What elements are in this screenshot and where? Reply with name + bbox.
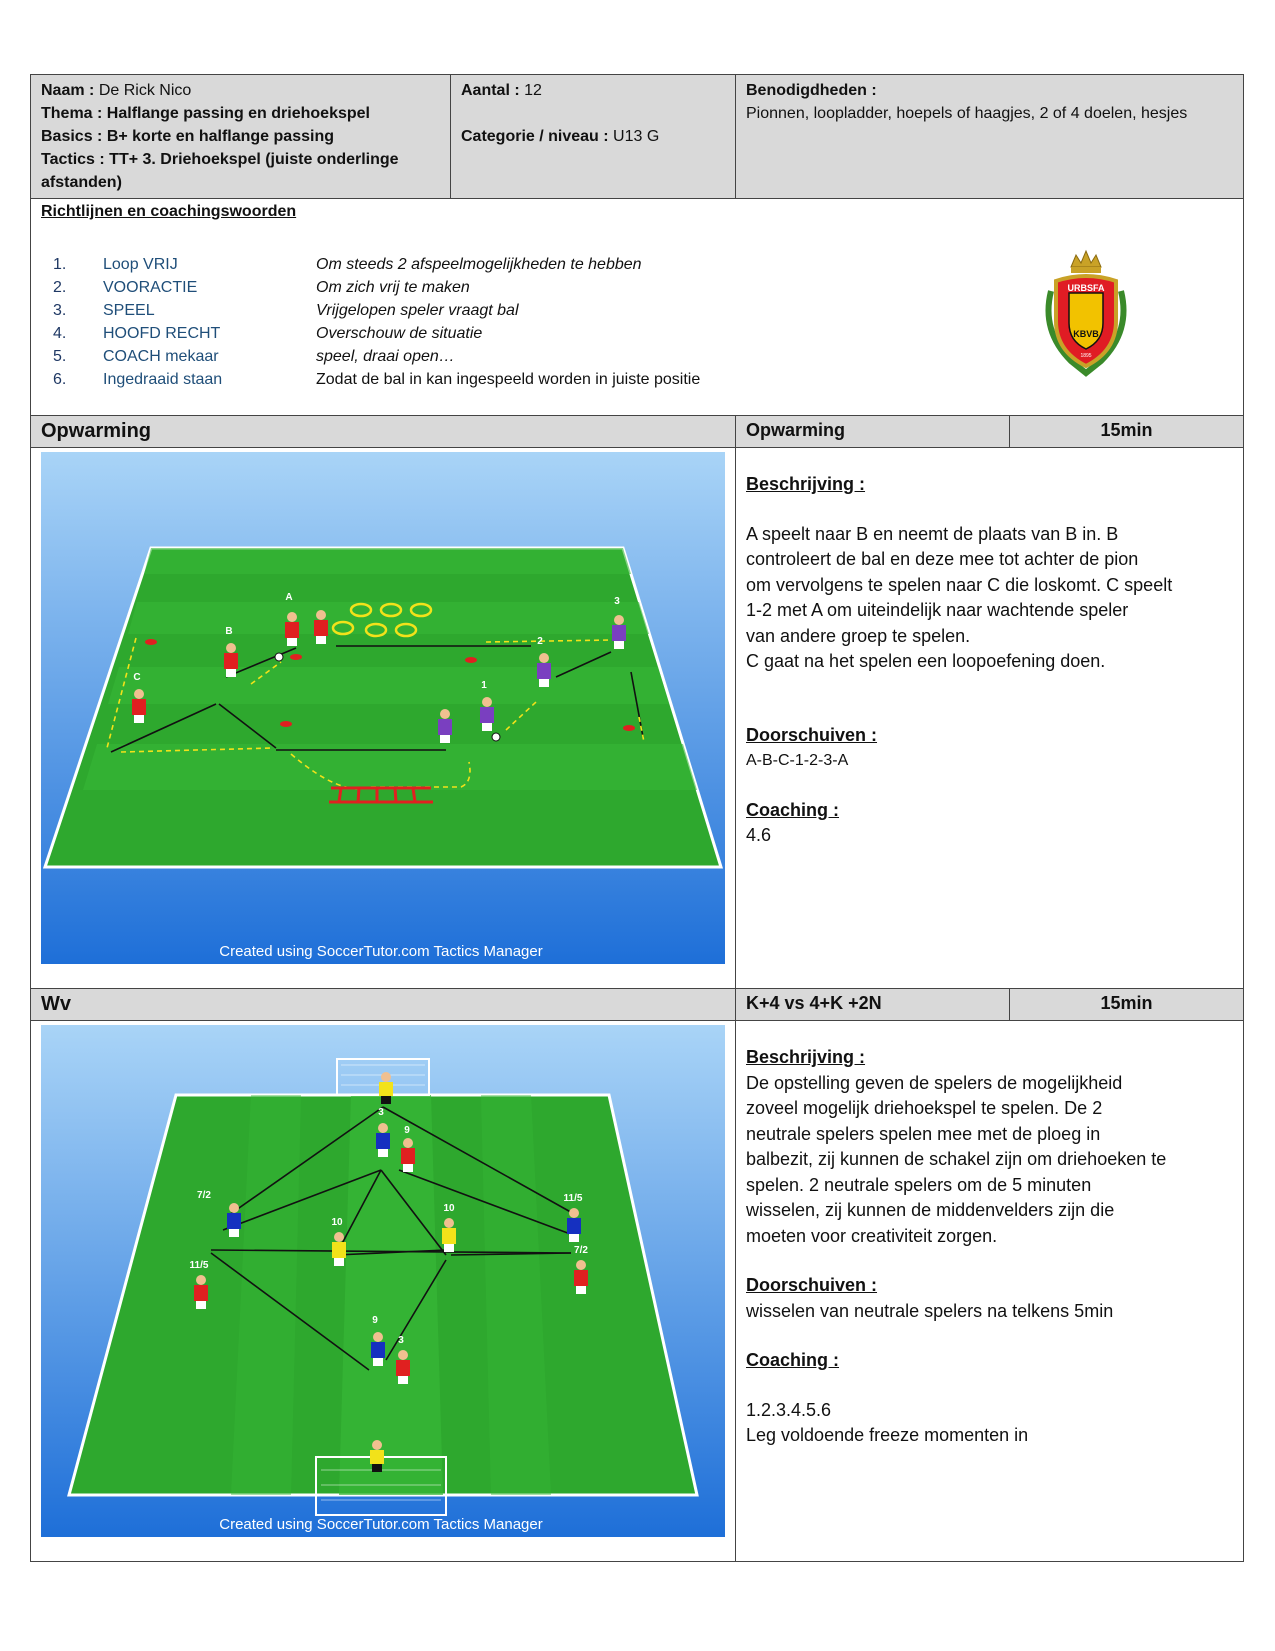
naam-value: De Rick Nico xyxy=(98,82,192,99)
player-b xyxy=(224,643,238,677)
player-yellow-10b xyxy=(442,1218,456,1252)
guideline-desc: Vrijgelopen speler vraagt bal xyxy=(316,302,519,319)
section1-right-title: Opwarming xyxy=(736,416,1010,448)
guideline-item xyxy=(41,368,700,391)
coaching-value-1: 1.2.3.4.5.6 xyxy=(746,1399,832,1420)
doorschuiven-heading: Doorschuiven : xyxy=(746,1275,878,1295)
guideline-num: 5. xyxy=(53,348,67,365)
label-11-5-left: 11/5 xyxy=(189,1260,209,1271)
player-a2 xyxy=(314,610,328,644)
guideline-key: COACH mekaar xyxy=(103,348,219,365)
doorschuiven-value: A-B-C-1-2-3-A xyxy=(746,752,849,769)
guideline-num: 4. xyxy=(53,325,67,342)
naam-label: Naam : xyxy=(41,82,95,99)
logo-text-bottom: KBVB xyxy=(1073,329,1099,339)
label-b: B xyxy=(225,626,233,637)
section2-diagram-cell xyxy=(31,1021,736,1562)
beschrijving-heading: Beschrijving : xyxy=(746,1047,866,1067)
player-1b xyxy=(438,709,452,743)
guideline-key: HOOFD RECHT xyxy=(103,325,221,342)
coaching-heading: Coaching : xyxy=(746,799,839,820)
coaching-value-2: Leg voldoende freeze momenten in xyxy=(746,1425,1029,1445)
player-blue-9 xyxy=(371,1332,385,1366)
match-drill-diagram xyxy=(41,1025,725,1537)
label-9-top: 9 xyxy=(404,1125,410,1136)
guideline-item xyxy=(41,322,700,345)
guideline-num: 6. xyxy=(53,371,67,388)
player-blue-11-5 xyxy=(567,1208,581,1242)
label-1: 1 xyxy=(481,680,487,691)
guideline-item xyxy=(41,276,700,299)
warmup-drill-diagram xyxy=(41,452,725,964)
section1-title: Opwarming xyxy=(31,416,736,448)
label-7-2-left: 7/2 xyxy=(197,1190,211,1201)
desc-line: spelen. 2 neutrale spelers om de 5 minuten xyxy=(746,1174,1092,1195)
benodigdheden-value: Pionnen, loopladder, hoepels of haagjes, 2 of 4 doelen, hesjes xyxy=(746,105,1188,122)
label-2: 2 xyxy=(537,636,543,647)
label-10-right: 10 xyxy=(443,1203,455,1214)
player-red-11-5 xyxy=(194,1275,208,1309)
desc-line: moeten voor creativiteit zorgen. xyxy=(746,1225,998,1246)
section2-description xyxy=(736,1021,1244,1562)
guideline-num: 2. xyxy=(53,279,67,296)
guideline-desc: Overschouw de situatie xyxy=(316,325,483,342)
desc-line: wisselen, zij kunnen de middenvelders zijn die xyxy=(746,1200,1115,1220)
guideline-key: SPEEL xyxy=(103,302,155,319)
header-benodigdheden-cell xyxy=(736,75,1244,199)
player-c xyxy=(132,689,146,723)
keeper-top xyxy=(379,1072,393,1104)
guideline-item xyxy=(41,299,700,322)
guideline-num: 3. xyxy=(53,302,67,319)
watermark: Created using SoccerTutor.com Tactics Manager xyxy=(219,1516,543,1533)
coaching-heading: Coaching : xyxy=(746,1350,839,1370)
label-c: C xyxy=(133,672,141,683)
player-red-9 xyxy=(401,1138,415,1172)
player-2 xyxy=(537,653,551,687)
watermark: Created using SoccerTutor.com Tactics Manager xyxy=(219,943,543,960)
aantal-label: Aantal : xyxy=(461,82,520,99)
guideline-item xyxy=(41,345,700,368)
desc-line: balbezit, zij kunnen de schakel zijn om driehoeken te xyxy=(746,1149,1167,1169)
player-1 xyxy=(480,697,494,731)
desc-line: van andere groep te spelen. xyxy=(746,625,971,646)
guideline-desc: Zodat de bal in kan ingespeeld worden in juiste positie xyxy=(316,371,701,388)
basics-text: Basics : B+ korte en halflange passing xyxy=(41,128,334,145)
desc-line: C gaat na het spelen een loopoefening doen. xyxy=(746,651,1106,671)
logo-year: 1895 xyxy=(1080,353,1092,359)
label-a: A xyxy=(285,592,293,603)
player-3 xyxy=(612,615,626,649)
header-aantal-cell xyxy=(451,75,736,199)
desc-line: 1-2 met A om uiteindelijk naar wachtende speler xyxy=(746,600,1129,620)
header-info-cell xyxy=(31,75,451,199)
section2-title: Wv xyxy=(31,989,736,1021)
aantal-value: 12 xyxy=(524,82,542,99)
guideline-key: Loop VRIJ xyxy=(103,256,178,273)
categorie-value: U13 G xyxy=(613,128,660,145)
player-blue-3 xyxy=(376,1123,390,1157)
label-3-top: 3 xyxy=(378,1107,384,1118)
guideline-desc: Om zich vrij te maken xyxy=(316,279,470,296)
tactics-text-1: Tactics : TT+ 3. Driehoekspel (juiste onderlinge xyxy=(41,151,399,168)
player-yellow-10a xyxy=(332,1232,346,1266)
tactics-text-2: afstanden) xyxy=(41,174,122,191)
guideline-desc: speel, draai open… xyxy=(316,348,455,365)
guideline-item xyxy=(41,253,700,276)
section1-diagram-cell xyxy=(31,448,736,989)
guideline-key: VOORACTIE xyxy=(103,279,198,296)
section1-time: 15min xyxy=(1010,416,1244,448)
desc-line: A speelt naar B en neemt de plaats van B in. B xyxy=(746,523,1119,544)
doorschuiven-heading: Doorschuiven : xyxy=(746,724,878,745)
kbvb-crest-logo xyxy=(1031,241,1141,381)
label-3-bottom: 3 xyxy=(398,1335,404,1346)
desc-line: neutrale spelers spelen mee met de ploeg in xyxy=(746,1123,1101,1144)
label-11-5-right: 11/5 xyxy=(563,1193,583,1204)
coaching-value: 4.6 xyxy=(746,825,772,845)
ball xyxy=(492,733,500,741)
desc-line: De opstelling geven de spelers de mogelijkheid xyxy=(746,1072,1123,1093)
label-7-2-right: 7/2 xyxy=(574,1245,588,1256)
beschrijving-heading: Beschrijving : xyxy=(746,474,866,494)
categorie-label: Categorie / niveau : xyxy=(461,128,609,145)
guidelines-list xyxy=(41,253,700,391)
section1-description xyxy=(736,448,1244,989)
logo-text-top: URBSFA xyxy=(1067,283,1105,293)
section2-right-title: K+4 vs 4+K +2N xyxy=(736,989,1010,1021)
player-a xyxy=(285,612,299,646)
desc-line: zoveel mogelijk driehoekspel te spelen. De 2 xyxy=(746,1098,1103,1118)
benodigdheden-label: Benodigdheden : xyxy=(746,82,877,99)
guideline-key: Ingedraaid staan xyxy=(103,371,223,388)
guidelines-cell xyxy=(31,199,1244,416)
guideline-desc: Om steeds 2 afspeelmogelijkheden te hebben xyxy=(316,256,642,273)
guidelines-title: Richtlijnen en coachingswoorden xyxy=(41,203,297,220)
player-red-3 xyxy=(396,1350,410,1384)
label-10-left: 10 xyxy=(331,1217,343,1228)
desc-line: controleert de bal en deze mee tot achter de pion xyxy=(746,549,1139,569)
label-3: 3 xyxy=(614,596,620,607)
guideline-num: 1. xyxy=(53,256,67,273)
desc-line: om vervolgens te spelen naar C die loskomt. C speelt xyxy=(746,574,1173,595)
player-red-7-2 xyxy=(574,1260,588,1294)
section2-time: 15min xyxy=(1010,989,1244,1021)
doorschuiven-value: wisselen van neutrale spelers na telkens 5min xyxy=(746,1300,1114,1321)
player-blue-7-2 xyxy=(227,1203,241,1237)
keeper-bottom xyxy=(370,1440,384,1472)
ball xyxy=(275,653,283,661)
label-9-bottom: 9 xyxy=(372,1315,378,1326)
thema-text: Thema : Halflange passing en driehoekspel xyxy=(41,105,370,122)
